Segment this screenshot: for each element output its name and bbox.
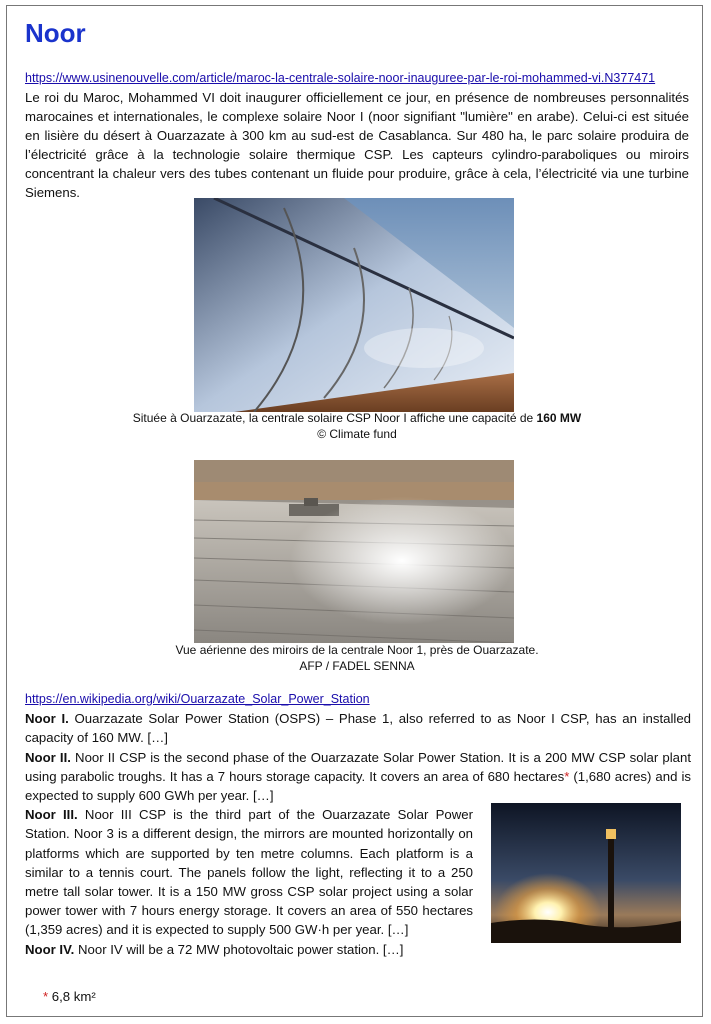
figure2-credit: AFP / FADEL SENNA — [299, 659, 415, 673]
footnote-text: 6,8 km² — [48, 989, 96, 1004]
noor2-label: Noor II. — [25, 749, 71, 765]
figure1-capacity: 160 MW — [536, 411, 582, 425]
noor1-label: Noor I. — [25, 711, 69, 727]
figure2-caption — [25, 642, 689, 674]
noor1-text: Ouarzazate Solar Power Station (OSPS) – Phase 1, also referred to as Noor I CSP, has an installed capacity of 160 MW. […] — [25, 711, 691, 746]
aerial-mirrors-photo — [194, 460, 514, 643]
noor4-label: Noor IV. — [25, 941, 75, 957]
figure1-caption-text: Située à Ouarzazate, la centrale solaire CSP Noor I affiche une capacité de — [132, 411, 537, 425]
noor1-paragraph — [25, 709, 691, 747]
noor3-label: Noor III. — [25, 807, 78, 823]
noor3-text: Noor III CSP is the third part of the Ouarzazate Solar Power Station. Noor 3 is a different design, the mirrors are mounted horizontally on platforms which are supported by ten metre columns. Each platform is a similar to a tennis court. The panels follow the light, reflecting it to a 250 metre tall solar tower. It is a 150 MW gross CSP solar project using a solar power tower with 7 hours energy storage. It covers an area of 550 hectares (1,359 acres) and it is expected to supply 500 GW·h per year. […] — [25, 807, 473, 938]
parabolic-mirrors-photo — [194, 198, 514, 412]
figure1-caption — [25, 410, 689, 442]
figure2-caption-text: Vue aérienne des miroirs de la centrale Noor 1, près de Ouarzazate. — [175, 643, 539, 657]
figure1-credit: © Climate fund — [317, 427, 397, 441]
noor2-footnote-mark: * — [564, 768, 570, 784]
noor2-paragraph — [25, 748, 691, 806]
noor2-text-a: Noor II CSP is the second phase of the Ouarzazate Solar Power Station. It is a 200 MW CSP solar plant using parabolic troughs. It has a 7 hours storage capacity. It covers an area of 680 hectares — [25, 749, 691, 784]
document-page — [6, 5, 703, 1017]
footnote-mark: * — [43, 989, 49, 1004]
article2-link[interactable]: https://en.wikipedia.org/wiki/Ouarzazate_Solar_Power_Station — [25, 692, 370, 706]
page-title: Noor — [25, 18, 86, 48]
solar-tower-photo — [491, 803, 681, 943]
footnote — [43, 989, 96, 1004]
article1-section — [25, 69, 689, 202]
noor4-text: Noor IV will be a 72 MW photovoltaic power station. […] — [74, 941, 404, 957]
article1-text: Le roi du Maroc, Mohammed VI doit inaugurer officiellement ce jour, en présence de nombreuses personnalités marocaines et internationales, le complexe solaire Noor I (noor signifiant "lumière" en arabe). Celui-ci est située en lisière du désert à Ouarzazate à 300 km au sud-est de Casablanca. Sur 480 ha, le parc solaire produira de l’électricité grâce à la technologie solaire thermique CSP. Les capteurs cylindro-paraboliques ou miroirs concentrant la chaleur vers des tubes contenant un fluide pour produire, grâce à cela, l’électricité via une turbine Siemens. — [25, 90, 689, 200]
noor3-paragraph — [25, 805, 473, 939]
noor2-text-b: (1,680 acres) and is expected to supply 600 GWh per year. […] — [25, 768, 691, 804]
article1-link[interactable]: https://www.usinenouvelle.com/article/maroc-la-centrale-solaire-noor-inauguree-par-le-roi-mohammed-vi.N377471 — [25, 71, 656, 85]
